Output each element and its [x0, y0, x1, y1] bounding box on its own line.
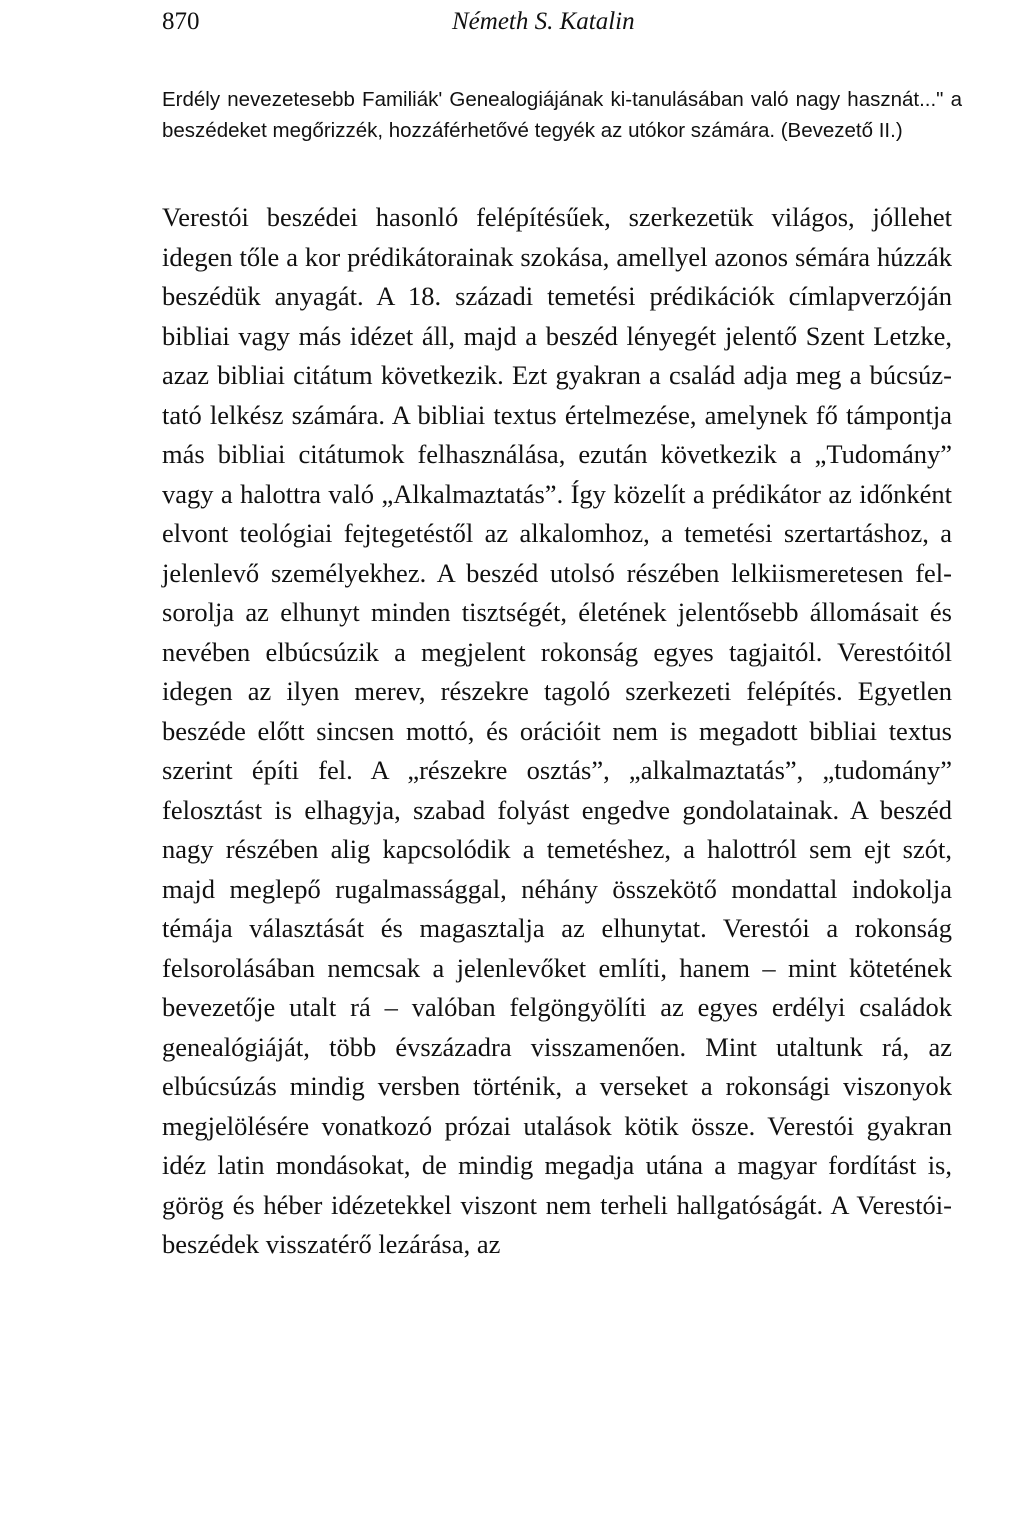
body-paragraph: Verestói beszédei hasonló felépítésűek, szerkezetük világos, jóllehet idegen tőle a kor prédikátorainak szokása, amellyel azonos sémára húzzák beszédük anyagát. A 18. századi temetési prédikációk címlapverzóján bibliai vagy más idézet áll, majd a beszéd lényegét jelentő Szent Letzke, azaz bibliai citátum következik. Ezt gyakran a család adja meg a búcsúztató lelkész számára. A bibliai textus értelmezése, amelynek fő támpontja más bibliai citátumok felhasználása, ezután következik a „Tudomány” vagy a halottra való „Alkalmaztatás”. Így közelít a prédikátor az időnként elvont teológiai fejtegetéstől az alkalomhoz, a temetési szertartáshoz, a jelenlevő személyekhez. A beszéd utolsó részében lelkiismeretesen felsorolja az elhunyt minden tisztségét, életének jelentősebb állomásait és nevében elbúcsúzik a megjelent rokonság egyes tagjaitól. Verestóitól idegen az ilyen merev, részekre tagoló szerkezeti felépítés. Egyetlen beszéde előtt sincsen mottó, és orációit nem is megadott bibliai textus szerint építi fel. A „részekre osztás”, „alkalmaztatás”, „tudomány” felosztást is elhagyja, szabad folyást engedve gondolatainak. A beszéd nagy részében alig kapcsolódik a temetéshez, a halottról sem ejt szót, majd meglepő rugalmassággal, néhány összekötő mondattal indokolja témája választását és magasztalja az elhunytat. Verestói a rokonság felsorolásában nemcsak a jelenlevőket említi, hanem – mint kötetének bevezetője utalt rá – valóban felgöngyölíti az egyes erdélyi családok genealógiáját, több évszázadra visszamenően. Mint utaltunk rá, az elbúcsúzás mindig versben történik, a verseket a rokonsági viszonyok megjelölésére vonatkozó prózai utalások kötik össze. Verestói gyakran idéz latin mondásokat, de mindig megadja utána a magyar fordítást is, görög és héber idézetekkel viszont nem terheli hallgatóságát. A Verestói-beszédek visszatérő lezárása, az	[162, 202, 952, 1259]
running-head	[162, 8, 952, 42]
running-head-author: Németh S. Katalin	[452, 8, 635, 35]
page-number: 870	[162, 8, 200, 35]
block-quote: Erdély nevezetesebb Familiák' Genealogiájának ki-tanulásában való nagy hasznát..." a beszédeket megőrizzék, hozzáférhetővé tegyék az utókor számára. (Bevezető II.)	[162, 88, 962, 142]
